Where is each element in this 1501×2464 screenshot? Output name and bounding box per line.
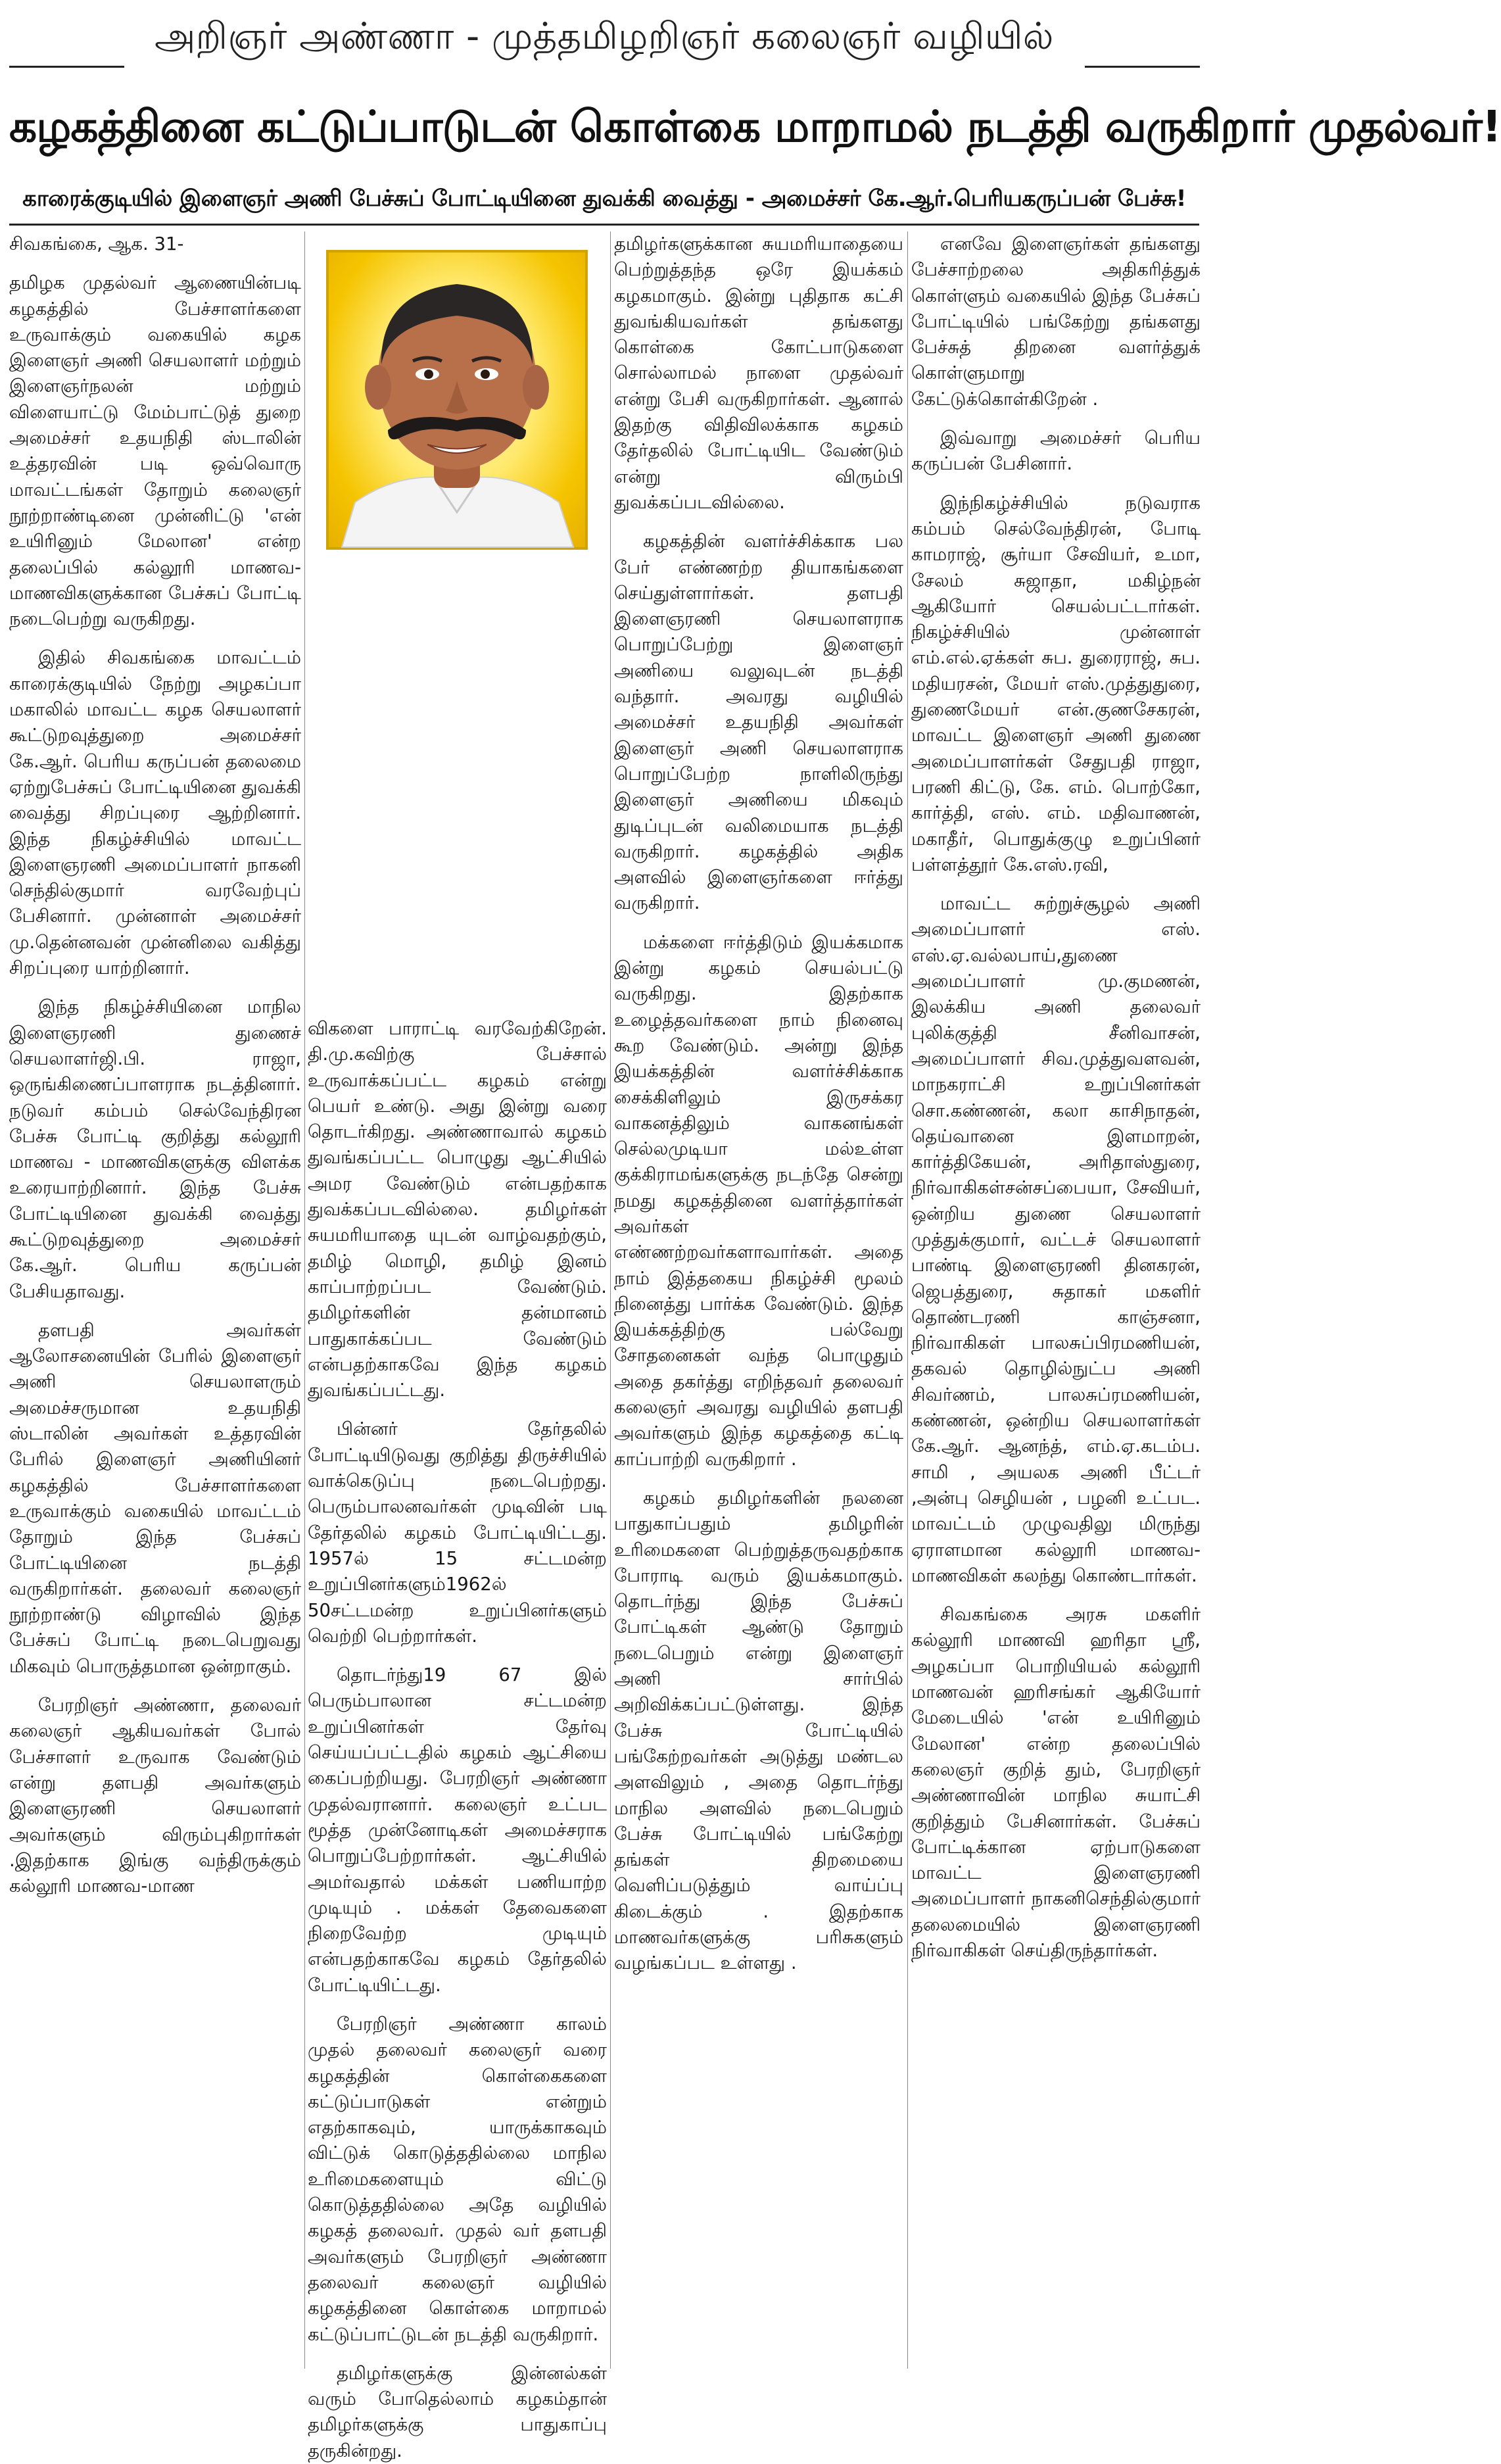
paragraph: தொடர்ந்து19 67 இல் பெரும்பாலான சட்டமன்ற உறுப்பினர்கள் தேர்வு செய்யப்பட்டதில் கழகம் ஆட்சியை கைப்பற்றியது. பேரறிஞர் அண்ணா முதல்வரானார். கலைஞர் உட்பட மூத்த முன்னோடிகள் அமைச்சராக பொறுப்பேற்றார்கள். ஆட்சியில் அமர்வதால் மக்கள் பணியாற்ற முடியும் . மக்கள் தேவைகளை நிறைவேற்ற முடியும் என்பதற்காகவே கழகம் தேர்தலில் போட்டியிட்டது. [308,1664,607,1996]
headline: கழகத்தினை கட்டுப்பாடுடன் கொள்கை மாறாமல் நடத்தி வருகிறார் முதல்வர்! [9,101,1501,152]
paragraph: தமிழர்களுக்கு இன்னல்கள் வரும் போதெல்லாம் கழகம்தான் தமிழர்களுக்கு பாதுகாப்பு தருகின்றது. [308,2362,607,2461]
paragraph: தளபதி அவர்கள் ஆலோசனையின் பேரில் இளைஞர் அணி செயலாளரும் அமைச்சருமான உதயநிதி ஸ்டாலின் அவர்கள் உத்தரவின் பேரில் இளைஞர் அணியினர் கழகத்தில் பேச்சாளர்களை உருவாக்கும் வகையில் மாவட்டம் தோறும் இந்த பேச்சுப் போட்டியினை நடத்தி வருகிறார்கள். தலைவர் கலைஞர் நூற்றாண்டு விழாவில் இந்த பேச்சுப் போட்டி நடைபெறுவது மிகவும் பொருத்தமான ஒன்றாகும். [9,1319,301,1677]
paragraph: இதில் சிவகங்கை மாவட்டம் காரைக்குடியில் நேற்று அழகப்பா மகாலில் மாவட்ட கழக செயலாளர் கூட்டுறவுத்துறை அமைச்சர் கே.ஆர். பெரிய கருப்பன் தலைமை ஏற்றுபேச்சுப் போட்டியினை துவக்கி வைத்து சிறப்புரை ஆற்றினார். இந்த நிகழ்ச்சியில் மாவட்ட இளைஞரணி அமைப்பாளர் நாகனி செந்தில்குமார் வரவேற்புப் பேசினார். முன்னாள் அமைச்சர் மு.தென்னவன் முன்னிலை வகித்து சிறப்புரை யாற்றினார். [9,647,301,979]
kicker-rule-right [1085,66,1200,68]
paragraph: எனவே இளைஞர்கள் தங்களது பேச்சாற்றலை அதிகரித்துக் கொள்ளும் வகையில் இந்த பேச்சுப் போட்டியில் பங்கேற்று தங்களது பேச்சுத் திறனை வளர்த்துக் கொள்ளுமாறு கேட்டுக்கொள்கிறேன் . [911,233,1201,410]
kicker-line: அறிஞர் அண்ணா - முத்தமிழறிஞர் கலைஞர் வழியில் [155,15,1054,58]
header-divider [9,224,1199,226]
column-divider [610,231,611,2369]
paragraph: மக்களை ஈர்த்திடும் இயக்கமாக இன்று கழகம் செயல்பட்டு வருகிறது. இதற்காக உழைத்தவர்களை நாம் நினைவு கூற வேண்டும். அன்று இந்த இயக்கத்தின் வளர்ச்சிக்காக சைக்கிளிலும் இருசக்கர வாகனத்திலும் வாகனங்கள் செல்லமுடியா மல்உள்ள குக்கிராமங்களுக்கு நடந்தே சென்று நமது கழகத்தினை வளர்த்தார்கள் அவர்கள் எண்ணற்றவர்களாவார்கள். அதை நாம் இத்தகைய நிகழ்ச்சி மூலம் நினைத்து பார்க்க வேண்டும். இந்த இயக்கத்திற்கு பல்வேறு சோதனைகள் வந்த பொழுதும் அதை தகர்த்து எறிந்தவர் தலைவர் கலைஞர் அவரது வழியில் தளபதி அவர்களும் இந்த கழகத்தை கட்டி காப்பாற்றி வருகிறார் . [614,931,903,1470]
paragraph: சிவகங்கை அரசு மகளிர் கல்லூரி மாணவி ஹரிதா ஸ்ரீ, அழகப்பா பொறியியல் கல்லூரி மாணவன் ஹரிசங்கர் ஆகியோர் மேடையில் 'என் உயிரினும் மேலான' என்ற தலைப்பில் கலைஞர் குறித் தும், பேரறிஞர் அண்ணாவின் மாநில சுயாட்சி குறித்தும் பேசினார்கள். பேச்சுப் போட்டிக்கான ஏற்பாடுகளை மாவட்ட இளைஞரணி அமைப்பாளர் நாகனிசெந்தில்குமார் தலைமையில் இளைஞரணி நிர்வாகிகள் செய்திருந்தார்கள். [911,1604,1201,1961]
paragraph: பேரறிஞர் அண்ணா காலம் முதல் தலைவர் கலைஞர் வரை கழகத்தின் கொள்கைகளை கட்டுப்பாடுகள் என்றும் எதற்காகவும், யாருக்காகவும் விட்டுக் கொடுத்ததில்லை மாநில உரிமைகளையும் விட்டு கொடுத்ததில்லை அதே வழியில் கழகத் தலைவர். முதல் வர் தளபதி அவர்களும் பேரறிஞர் அண்ணா தலைவர் கலைஞர் வழியில் கழகத்தினை கொள்கை மாறாமல் கட்டுப்பாட்டுடன் நடத்தி வருகிறார். [308,2013,607,2345]
kicker-rule-left [9,66,124,68]
portrait-photo [326,250,588,550]
paragraph: கழகம் தமிழர்களின் நலனை பாதுகாப்பதும் தமிழரின் உரிமைகளை பெற்றுத்தருவதற்காக போராடி வரும் இயக்கமாகும். தொடர்ந்து இந்த பேச்சுப் போட்டிகள் ஆண்டு தோறும் நடைபெறும் என்று இளைஞர் அணி சார்பில் அறிவிக்கப்பட்டுள்ளது. இந்த பேச்சு போட்டியில் பங்கேற்றவர்கள் அடுத்து மண்டல அளவிலும் , அதை தொடர்ந்து மாநில அளவில் நடைபெறும் பேச்சு போட்டியில் பங்கேற்று தங்கள் திறமையை வெளிப்படுத்தும் வாய்ப்பு கிடைக்கும் . இதற்காக மாணவர்களுக்கு பரிசுகளும் வழங்கப்பட உள்ளது . [614,1487,903,1974]
article-column-4 [911,231,1201,2369]
paragraph: பின்னர் தேர்தலில் போட்டியிடுவது குறித்து திருச்சியில் வாக்கெடுப்பு நடைபெற்றது. பெரும்பாலனவர்கள் முடிவின் படி தேர்தலில் கழகம் போட்டியிட்டது. 1957ல் 15 சட்டமன்ற உறுப்பினர்களும்1962ல் 50சட்டமன்ற உறுப்பினர்களும் வெற்றி பெற்றார்கள். [308,1418,607,1647]
paragraph: மாவட்ட சுற்றுச்சூழல் அணி அமைப்பாளர் எஸ். எஸ்.ஏ.வல்லபாய்,துணை அமைப்பாளர் மு.குமணன், இலக்கிய அணி தலைவர் புலிக்குத்தி சீனிவாசன், அமைப்பாளர் சிவ.முத்துவளவன், மாநகராட்சி உறுப்பினர்கள் சொ.கண்ணன், கலா காசிநாதன், தெய்வானை இளமாறன், கார்த்திகேயன், அரிதாஸ்துரை, நிர்வாகிகள்சன்சப்பையா, சேவியர், ஒன்றிய துணை செயலாளர் முத்துக்குமார், வட்டச் செயலாளர் பாண்டி இளைஞரணி தினகரன், ஜெபத்துரை, சுதாகர் மகளிர் தொண்டரணி காஞ்சனா, நிர்வாகிகள் பாலசுப்பிரமணியன், தகவல் தொழில்நுட்ப அணி சிவர்ணம், பாலசுப்ரமணியன், கண்ணன், ஒன்றிய செயலாளர்கள் கே.ஆர். ஆனந்த், எம்.ஏ.கடம்ப. சாமி , அயலக அணி பீட்டர் ,அன்பு செழியன் , பழனி உட்பட. மாவட்டம் முழுவதிலு மிருந்து ஏராளமான கல்லூரி மாணவ-மாணவிகள் கலந்து கொண்டார்கள். [911,893,1201,1586]
paragraph: இவ்வாறு அமைச்சர் பெரிய கருப்பன் பேசினார். [911,427,1201,475]
paragraph: தமிழக முதல்வர் ஆணையின்படி கழகத்தில் பேச்சாளர்களை உருவாக்கும் வகையில் கழக இளைஞர் அணி செயலாளர் மற்றும் இளைஞர்நலன் மற்றும் விளையாட்டு மேம்பாட்டுத் துறை அமைச்சர் உதயநிதி ஸ்டாலின் உத்தரவின் படி ஒவ்வொரு மாவட்டங்கள் தோறும் கலைஞர் நூற்றாண்டினை முன்னிட்டு 'என் உயிரினும் மேலான' என்ற தலைப்பில் கல்லூரி மாணவ- மாணவிகளுக்கான பேச்சுப் போட்டி நடைபெற்று வருகிறது. [9,272,301,630]
paragraph: கழகத்தின் வளர்ச்சிக்காக பல பேர் எண்ணற்ற தியாகங்களை செய்துள்ளார்கள். தளபதி இளைஞரணி செயலாளராக பொறுப்பேற்று இளைஞர் அணியை வலுவுடன் நடத்தி வந்தார். அவரது வழியில் அமைச்சர் உதயநிதி அவர்கள் இளைஞர் அணி செயலாளராக பொறுப்பேற்ற நாளிலிருந்து இளைஞர் அணியை மிகவும் துடிப்புடன் வலிமையாக நடத்தி வருகிறார். கழகத்தில் அதிக அளவில் இளைஞர்களை ஈர்த்து வருகிறார். [614,531,903,914]
portrait-icon [329,253,585,547]
paragraph: தமிழர்களுக்கான சுயமரியாதையை பெற்றுத்தந்த ஒரே இயக்கம் கழகமாகும். இன்று புதிதாக கட்சி துவங்கியவர்கள் தங்களது கொள்கை கோட்பாடுகளை சொல்லாமல் நாளை முதல்வர் என்று பேசி வருகிறார்கள். ஆனால் இதற்கு விதிவிலக்காக கழகம் தேர்தலில் போட்டியிட வேண்டும் என்று விரும்பி துவக்கப்படவில்லை. [614,233,903,513]
column-divider [304,231,305,2369]
paragraph: இந்நிகழ்ச்சியில் நடுவராக கம்பம் செல்வேந்திரன், போடி காமராஜ், சூர்யா சேவியர், உமா, சேலம் சுஜாதா, மகிழ்நன் ஆகியோர் செயல்பட்டார்கள். நிகழ்ச்சியில் முன்னாள் எம்.எல்.ஏக்கள் சுப. துரைராஜ், சுப. மதியரசன், மேயர் எஸ்.முத்துதுரை, துணைமேயர் என்.குணசேகரன், மாவட்ட இளைஞர் அணி துணை அமைப்பாளர்கள் சேதுபதி ராஜா, பரணி கிட்டு, கே. எம். பொற்கோ, கார்த்தி, எஸ். எம். மதிவாணன், மகாதீர், பொதுக்குழு உறுப்பினர் பள்ளத்தூர் கே.எஸ்.ரவி, [911,492,1201,875]
column-divider [907,231,908,2369]
subheadline: காரைக்குடியில் இளைஞர் அணி பேச்சுப் போட்டியினை துவக்கி வைத்து - அமைச்சர் கே.ஆர்.பெரியகருப்பன் பேச்சு! [22,185,1186,212]
paragraph: இந்த நிகழ்ச்சியினை மாநில இளைஞரணி துணைச் செயலாளர்ஜி.பி. ராஜா, ஒருங்கிணைப்பாளராக நடத்தினார். நடுவர் கம்பம் செல்வேந்திரன பேச்சு போட்டி குறித்து கல்லூரி மாணவ - மாணவிகளுக்கு விளக்க உரையாற்றினார். இந்த பேச்சு போட்டியினை துவக்கி வைத்து கூட்டுறவுத்துறை அமைச்சர் கே.ஆர். பெரிய கருப்பன் பேசியதாவது. [9,996,301,1302]
article-column-1 [9,231,301,2369]
article-column-2 [308,1016,607,2461]
dateline: சிவகங்கை, ஆக. 31- [9,233,184,254]
article-column-3 [614,231,903,2369]
paragraph: விகளை பாராட்டி வரவேற்கிறேன். தி.மு.கவிற்கு பேச்சால் உருவாக்கப்பட்ட கழகம் என்று பெயர் உண்டு. அது இன்று வரை தொடர்கிறது. அண்ணாவால் கழகம் துவங்கப்பட்ட பொழுது ஆட்சியில் அமர வேண்டும் என்பதற்காக துவக்கப்படவில்லை. தமிழர்கள் சுயமரியாதை யுடன் வாழ்வதற்கும், தமிழ் மொழி, தமிழ் இனம் காப்பாற்றப்பட வேண்டும். தமிழர்களின் தன்மானம் பாதுகாக்கப்பட வேண்டும் என்பதற்காகவே இந்த கழகம் துவங்கப்பட்டது. [308,1018,607,1401]
paragraph: பேரறிஞர் அண்ணா, தலைவர் கலைஞர் ஆகியவர்கள் போல் பேச்சாளர் உருவாக வேண்டும் என்று தளபதி அவர்களும் இளைஞரணி செயலாளர் அவர்களும் விரும்புகிறார்கள் .இதற்காக இங்கு வந்திருக்கும் கல்லூரி மாணவ-மாண [9,1695,301,1897]
